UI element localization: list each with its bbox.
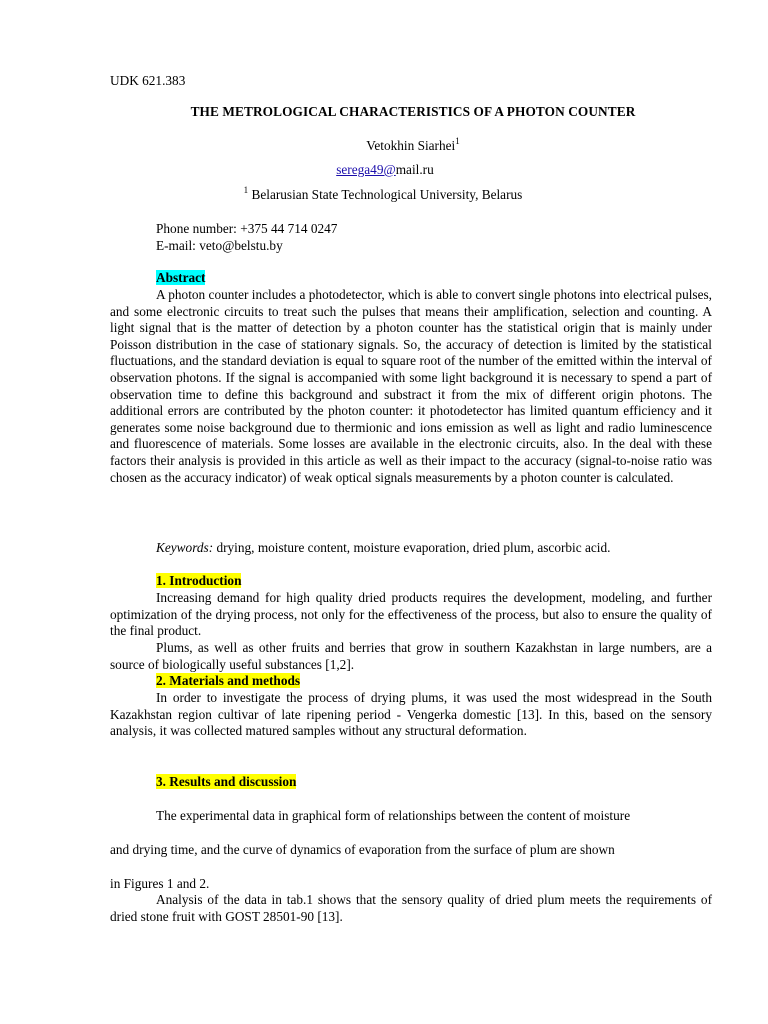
keywords-label: Keywords: [156, 540, 214, 555]
udk-code: UDK 621.383 [110, 73, 186, 88]
email-line [110, 162, 660, 179]
affiliation: Belarusian State Technological University, Belarus [251, 187, 523, 202]
intro-paragraph-1: Increasing demand for high quality dried products requires the development, modeling, and further optimization of the drying process, not only for the effectiveness of the process, but also to ensure the quality of the final product. [110, 590, 712, 639]
author-name: Vetokhin Siarhei [366, 138, 456, 153]
email-domain: mail.ru [395, 162, 434, 177]
results-line-1: The experimental data in graphical form of relationships between the content of moisture [156, 808, 631, 823]
methods-heading-text: 2. Materials and methods [156, 673, 301, 688]
results-paragraph-2: Analysis of the data in tab.1 shows that the sensory quality of dried plum meets the requirements of dried stone fruit with GOST 28501-90 [13]. [110, 892, 712, 924]
results-line-2: and drying time, and the curve of dynamics of evaporation from the surface of plum are shown [110, 842, 615, 857]
intro-paragraph-2: Plums, as well as other fruits and berries that grow in southern Kazakhstan in large numbers, are a source of biologically useful substances [1,2]. [110, 640, 712, 672]
phone-number: Phone number: +375 44 714 0247 [156, 221, 338, 236]
abstract-heading-text: Abstract [156, 270, 206, 285]
results-heading [156, 774, 296, 791]
results-line-3: in Figures 1 and 2. [110, 876, 210, 891]
abstract-text: A photon counter includes a photodetector, which is able to convert single photons into electrical pulses, and some electronic circuits to treat such the pulses that means their amplification, selection and counting. A light signal that is the matter of detection by a photon counter has the statistical origin that is mainly under Poisson distribution in the case of stationary signals. So, the accuracy of detection is limited by the statistical fluctuations, and the standard deviation is equal to square root of the number of the emitted within the interval of observation photons. If the signal is accompanied with some light background it is necessary to spend a part of observation time to define this background and substract it from the mix of different origin photons. The additional errors are contributed by the photon counter: it photodetector has limited quantum efficiency and it generates some noise background due to thermionic and ions emission as well as light and radio luminescence and fluorescence of materials. Some losses are available in the electronic circuits, also. In the deal with these factors their analysis is provided in this article as well as their impact to the accuracy (signal-to-noise ratio was chosen as the accuracy indicator) of weak optical signals measurements by a photon counter is calculated. [110, 287, 712, 485]
paper-title: THE METROLOGICAL CHARACTERISTICS OF A PHOTON COUNTER [190, 104, 636, 119]
methods-paragraph: In order to investigate the process of drying plums, it was used the most widespread in the South Kazakhstan region cultivar of late ripening period - Vengerka domestic [13]. In this, based on the sensory analysis, it was collected matured samples without any structural deformation. [110, 690, 712, 739]
methods-heading [156, 673, 300, 690]
author-line [110, 135, 716, 155]
intro-heading-text: 1. Introduction [156, 573, 242, 588]
abstract-heading [156, 270, 205, 287]
intro-heading [156, 573, 241, 590]
keywords-line [156, 540, 610, 557]
results-heading-text: 3. Results and discussion [156, 774, 297, 789]
contact-email: E-mail: veto@belstu.by [156, 238, 283, 253]
email-link[interactable]: serega49@ [336, 162, 396, 177]
author-superscript: 1 [455, 135, 460, 146]
affiliation-line [110, 184, 656, 204]
keywords-text: drying, moisture content, moisture evaporation, dried plum, ascorbic acid. [213, 540, 611, 555]
affiliation-superscript: 1 [243, 184, 249, 195]
